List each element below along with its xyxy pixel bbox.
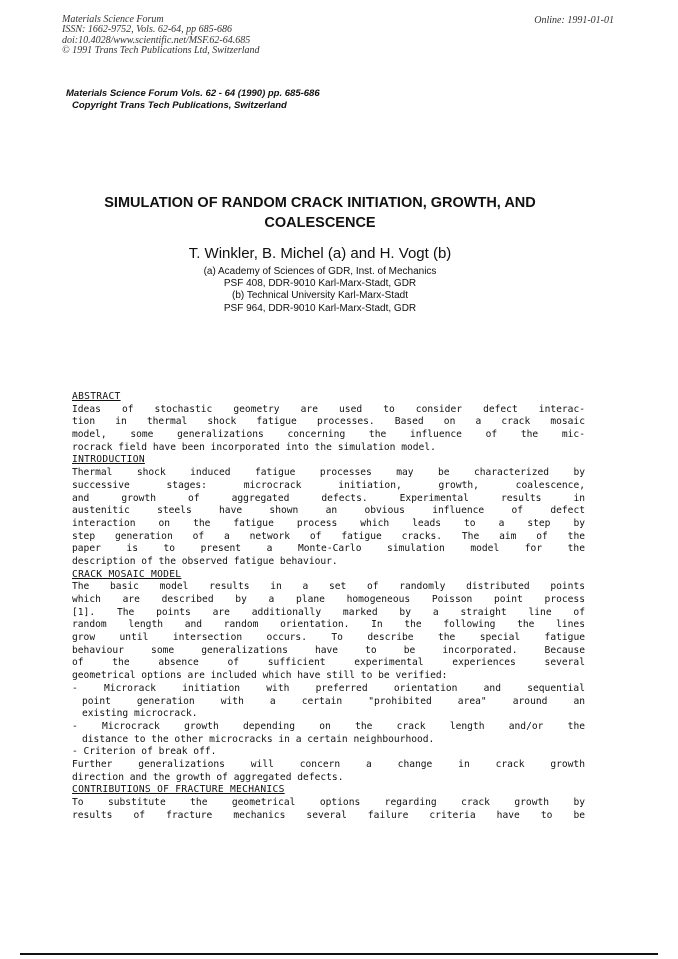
author-list: T. Winkler, B. Michel (a) and H. Vogt (b) <box>188 245 452 262</box>
body-line: description of the observed fatigue behaviour. <box>72 555 338 567</box>
section-heading: INTRODUCTION <box>72 454 145 466</box>
body-line: Further generalizations will concern a change in crack growth <box>72 758 585 770</box>
bottom-rule <box>20 953 658 955</box>
journal-block <box>66 88 320 111</box>
affiliation-line: PSF 408, DDR-9010 Karl-Marx-Stadt, GDR <box>223 278 417 290</box>
body-line: To substitute the geometrical options regarding crack growth by <box>72 797 585 809</box>
body-line: existing microcrack. <box>82 708 198 720</box>
affiliation-line: PSF 964, DDR-9010 Karl-Marx-Stadt, GDR <box>223 302 417 314</box>
body-line: Ideas of stochastic geometry are used to consider defect interac- <box>72 403 585 415</box>
section-heading-row <box>72 454 585 467</box>
issn-line: ISSN: 1662-9752, Vols. 62-64, pp 685-686 <box>62 24 232 36</box>
doi-line[interactable]: doi:10.4028/www.scientific.net/MSF.62-64.685 <box>62 34 251 46</box>
body-line: direction and the growth of aggregated defects. <box>72 771 344 783</box>
affiliations <box>60 266 580 315</box>
body-line: successive stages: microcrack initiation, growth, coalescence, <box>72 479 585 491</box>
body-line: The basic model results in a set of randomly distributed points <box>72 581 585 593</box>
body-line: Thermal shock induced fatigue processes may be characterized by <box>72 467 585 479</box>
body-line: - Microcrack growth depending on the crack length and/or the <box>72 720 585 732</box>
body-line: paper is to present a Monte-Carlo simulation model for the <box>72 543 585 555</box>
body-line: [1]. The points are additionally marked by a straight line of <box>72 606 585 618</box>
online-date: Online: 1991-01-01 <box>534 15 614 26</box>
body-line: rocrack field have been incorporated into the simulation model. <box>72 441 436 453</box>
journal-volume-line: Materials Science Forum Vols. 62 - 64 (1990) pp. 685-686 <box>66 88 320 99</box>
body-line: model, some generalizations concerning the influence of the mic- <box>72 429 585 441</box>
journal-name: Materials Science Forum <box>62 14 164 25</box>
citation-metadata <box>62 15 260 57</box>
body-line: which are described by a plane homogeneous Poisson point process <box>72 594 585 606</box>
section-heading: CONTRIBUTIONS OF FRACTURE MECHANICS <box>72 784 285 796</box>
journal-copyright-line: Copyright Trans Tech Publications, Switzerland <box>72 99 287 111</box>
section-heading: ABSTRACT <box>72 391 121 402</box>
copyright-line: © 1991 Trans Tech Publications Ltd, Switzerland <box>62 45 260 57</box>
section-heading-row <box>72 784 585 797</box>
paper-title <box>60 193 580 233</box>
body-line: and growth of aggregated defects. Experimental results in <box>72 492 585 504</box>
body-line: random length and random orientation. In the following the lines <box>72 619 585 631</box>
body-line: distance to the other microcracks in a certain neighbourhood. <box>82 733 435 745</box>
body-line: behaviour some generalizations have to be incorporated. Because <box>72 644 585 656</box>
section-heading-row <box>72 391 585 404</box>
affiliation-line: (b) Technical University Karl-Marx-Stadt <box>232 290 408 302</box>
body-line: step generation of a network of fatigue cracks. The aim of the <box>72 530 585 542</box>
body-line: results of fracture mechanics several failure criteria have to be <box>72 809 585 821</box>
body-line: austenitic steels have shown an obvious influence of defect <box>72 505 585 517</box>
body-line: of the absence of sufficient experimental experiences several <box>72 657 585 669</box>
body-line: interaction on the fatigue process which leads to a step by <box>72 517 585 529</box>
body-line: point generation with a certain "prohibited area" around an <box>82 695 585 707</box>
section-heading-row <box>72 569 585 582</box>
title-line-2: COALESCENCE <box>264 215 376 231</box>
body-line: tion in thermal shock fatigue processes. Based on a crack mosaic <box>72 416 585 428</box>
body-line: - Microrack initiation with preferred orientation and sequential <box>72 682 585 694</box>
affiliation-line: (a) Academy of Sciences of GDR, Inst. of Mechanics <box>203 266 437 277</box>
section-heading: CRACK MOSAIC MODEL <box>72 568 182 580</box>
body-line: geometrical options are included which have still to be verified: <box>72 670 448 682</box>
body-line: grow until intersection occurs. To describe the special fatigue <box>72 632 585 644</box>
title-line-1: SIMULATION OF RANDOM CRACK INITIATION, GROWTH, AND <box>104 195 536 211</box>
body-line: - Criterion of break off. <box>72 746 217 758</box>
paper-body <box>72 391 585 822</box>
